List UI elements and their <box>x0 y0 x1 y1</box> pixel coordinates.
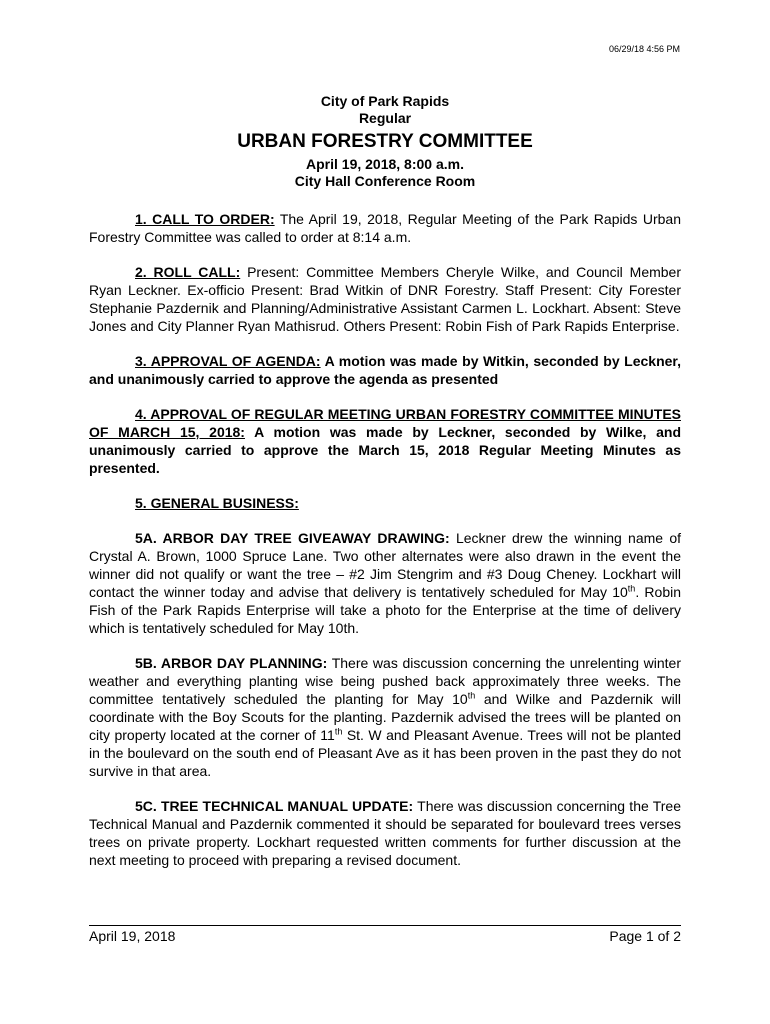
section-text: Leckner drew the winning name of Crystal A. Brown, 1000 Spruce Lane. Two other alternates were also drawn in the event the winner did not qualify or want the tree – #2 Jim Stengrim and #3 Doug Cheney. Lockhart will contact the winner today and advise that delivery is tentatively scheduled for May 10 <box>89 530 682 600</box>
section-text: St. W and Pleasant Avenue. Trees will not be planted in the boulevard on the south end of Pleasant Ave as it has been proven in the past they do not survive in that area. <box>89 727 681 779</box>
section-text: and Wilke and Pazdernik will coordinate with the Boy Scouts for the planting. Pazdernik advised the trees will be planted on city property located at the corner of 11 <box>89 691 681 743</box>
section-heading: 2. ROLL CALL: <box>135 264 241 280</box>
section-arbor-day-drawing <box>89 529 681 637</box>
section-call-to-order <box>89 210 681 246</box>
city-name: City of Park Rapids <box>320 93 450 109</box>
meeting-datetime: April 19, 2018, 8:00 a.m. <box>306 156 464 172</box>
superscript: th <box>627 583 636 594</box>
section-heading: 4. APPROVAL OF REGULAR MEETING URBAN FORESTRY COMMITTEE MINUTES OF MARCH 15, 2018: <box>89 406 681 440</box>
section-heading: 1. CALL TO ORDER: <box>135 211 275 227</box>
page-footer <box>89 925 681 944</box>
section-text: A motion was made by Witkin, seconded by Leckner, and unanimously carried to approve the agenda as presented <box>89 353 681 387</box>
meeting-type: Regular <box>358 110 412 126</box>
section-tree-manual-update <box>89 797 681 869</box>
section-approval-minutes <box>89 405 681 477</box>
committee-title: URBAN FORESTRY COMMITTEE <box>237 131 533 152</box>
section-general-business <box>89 494 681 512</box>
section-heading: 5B. ARBOR DAY PLANNING: <box>135 655 328 671</box>
page-number: Page 1 of 2 <box>609 928 681 944</box>
meeting-location: City Hall Conference Room <box>294 173 476 189</box>
section-text: . Robin Fish of the Park Rapids Enterprise will take a photo for the Enterprise at the time of delivery which is tentatively scheduled for May 10th. <box>89 584 682 636</box>
section-text: The April 19, 2018, Regular Meeting of the Park Rapids Urban Forestry Committee was called to order at 8:14 a.m. <box>89 211 681 245</box>
section-approval-agenda <box>89 352 681 388</box>
superscript: th <box>467 690 476 701</box>
section-heading: 5. GENERAL BUSINESS: <box>135 495 299 511</box>
section-heading: 5A. ARBOR DAY TREE GIVEAWAY DRAWING: <box>135 530 450 546</box>
document-header <box>89 93 681 190</box>
section-text: A motion was made by Leckner, seconded by Wilke, and unanimously carried to approve the March 15, 2018 Regular Meeting Minutes as presented. <box>89 424 681 476</box>
section-roll-call <box>89 263 681 335</box>
section-arbor-day-planning <box>89 654 681 780</box>
section-heading: 5C. TREE TECHNICAL MANUAL UPDATE: <box>135 798 414 814</box>
footer-date: April 19, 2018 <box>89 928 176 944</box>
minutes-body <box>89 93 681 886</box>
section-text: Present: Committee Members Cheryle Wilke, and Council Member Ryan Leckner. Ex-officio Present: Brad Witkin of DNR Forestry. Staff Present: City Forester Stephanie Pazdernik and Planning/Administrative Assistant Carmen L. Lockhart. Absent: Steve Jones and City Planner Ryan Mathisrud. Others Present: Robin Fish of Park Rapids Enterprise. <box>89 264 681 334</box>
superscript: th <box>334 726 343 737</box>
section-heading: 3. APPROVAL OF AGENDA: <box>135 353 321 369</box>
section-text: There was discussion concerning the Tree Technical Manual and Pazdernik commented it should be separated for boulevard trees verses trees on private property. Lockhart requested written comments for further discussion at the next meeting to proceed with preparing a revised document. <box>89 798 681 868</box>
section-text: There was discussion concerning the unrelenting winter weather and everything planting wise being pushed back approximately three weeks. The committee tentatively scheduled the planting for May 10 <box>89 655 681 707</box>
print-timestamp: 06/29/18 4:56 PM <box>608 44 680 54</box>
